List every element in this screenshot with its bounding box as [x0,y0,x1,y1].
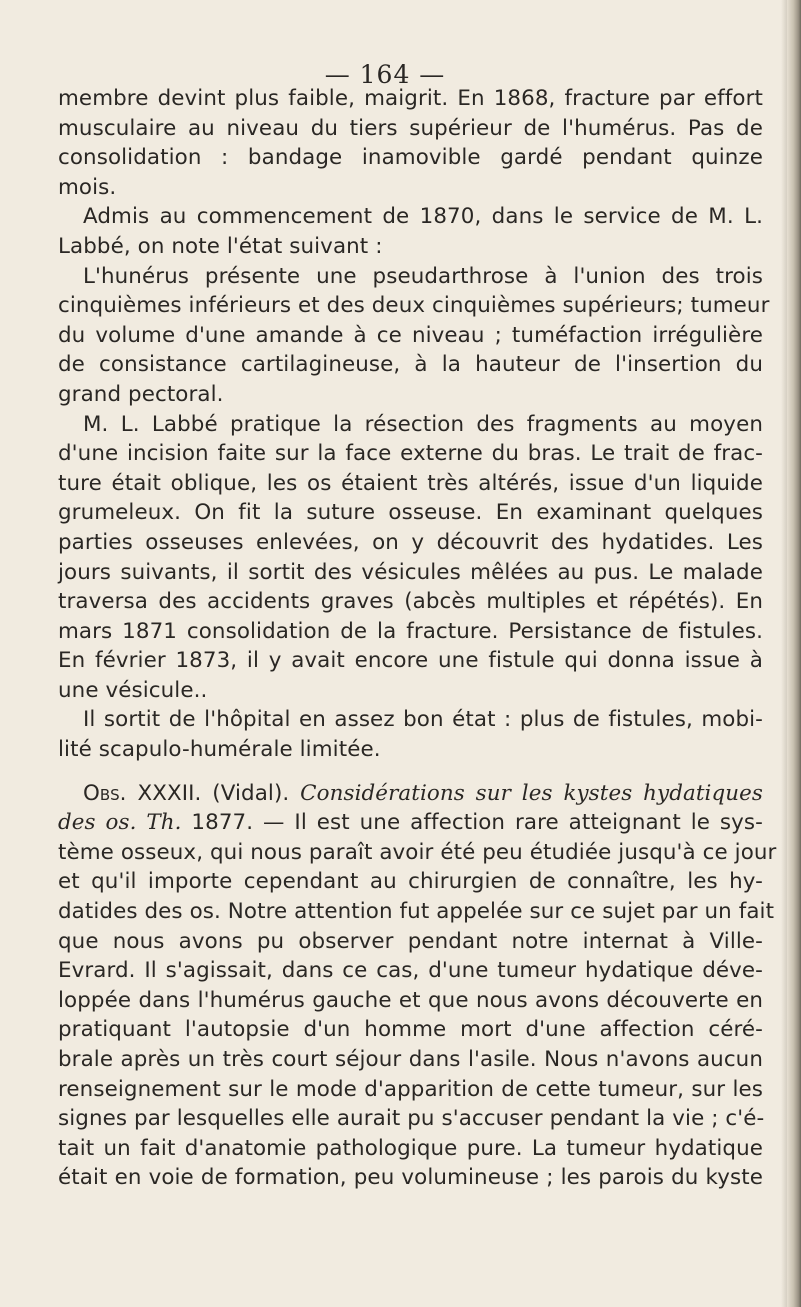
text-line: grumeleux. On fit la suture osseuse. En examinant quelques [58,500,763,526]
text-line: mars 1871 consolidation de la fracture. Persistance de fistules. [58,618,763,644]
text-line: tait un fait d'anatomie pathologique pure. La tumeur hydatique [58,1135,763,1161]
text-line: musculaire au niveau du tiers supérieur de l'humérus. Pas de [58,115,763,141]
text-line: que nous avons pu observer pendant notre internat à Ville- [58,928,763,954]
text-line: M. L. Labbé pratique la résection des fragments au moyen [83,411,763,437]
text-line: ture était oblique, les os étaient très altérés, issue d'un liquide [58,470,763,496]
body-text [58,84,777,1193]
text-line: loppée dans l'humérus gauche et que nous avons découverte en [58,987,763,1013]
text-line: pratiquant l'autopsie d'un homme mort d'une affection céré- [58,1017,763,1043]
text-line: consolidation : bandage inamovible gardé pendant quinze [58,145,763,171]
paragraphs-part-2 [58,838,777,1193]
text-line: était en voie de formation, peu volumineuse ; les parois du kyste [58,1165,763,1191]
text-line: parties osseuses enlevées, on y découvrit des hydatides. Les [58,529,763,555]
text-line: jours suivants, il sortit des vésicules mêlées au pus. Le malade [58,559,763,585]
text-line: d'une incision faite sur la face externe du bras. Le trait de frac- [58,441,763,467]
text-line: lité scapulo-humérale limitée. [58,737,381,763]
observation-author: (Vidal). [201,780,301,806]
observation-heading [58,779,763,809]
paragraph-gap [58,765,763,779]
text-line: traversa des accidents graves (abcès multiples et répétés). En [58,589,763,615]
text-line: datides des os. Notre attention fut appelée sur ce sujet par un fait [58,899,775,925]
text-line: membre devint plus faible, maigrit. En 1868, fracture par effort [58,86,763,111]
page-edge [787,0,801,1307]
text-line: grand pectoral. [58,381,224,407]
observation-title: Considérations sur les kystes hydatiques [300,780,764,806]
text-line: de consistance cartilagineuse, à la hauteur de l'insertion du [58,352,763,378]
text-line: Evrard. Il s'agissait, dans ce cas, d'une tumeur hydatique déve- [58,958,763,984]
paragraphs-part-1 [58,84,770,765]
text-line: du volume d'une amande à ce niveau ; tuméfaction irrégulière [58,322,763,348]
text-line: tème osseux, qui nous paraît avoir été peu étudiée jusqu'à ce jour [58,839,777,865]
text-line: Labbé, on note l'état suivant : [58,233,383,259]
text-line: En février 1873, il y avait encore une fistule qui donna issue à [58,648,763,674]
text-line: signes par lesquelles elle aurait pu s'accuser pendant la vie ; c'é- [58,1106,765,1132]
observation-title-cont: des os. Th. [58,810,182,836]
text-line: et qu'il importe cependant au chirurgien de connaître, les hy- [58,869,763,895]
text-line: Admis au commencement de 1870, dans le service de M. L. [83,204,763,230]
text-line: cinquièmes inférieurs et des deux cinquièmes supérieurs; tumeur [58,293,770,319]
observation-date-text: 1877. — Il est une affection rare atteignant le sys- [181,810,763,836]
text-line: L'hunérus présente une pseudarthrose à l'union des trois [83,263,763,289]
text-line: une vésicule.. [58,677,208,703]
text-line: mois. [58,174,117,200]
text-line: brale après un très court séjour dans l'asile. Nous n'avons aucun [58,1047,763,1072]
observation-line-2 [58,808,763,838]
text-line: renseignement sur le mode d'apparition de cette tumeur, sur les [58,1076,763,1102]
observation-label: Obs. XXXII. [83,780,202,806]
page-number: — 164 — [324,60,446,89]
text-line: Il sortit de l'hôpital en assez bon état : plus de fistules, mobi- [83,707,763,733]
